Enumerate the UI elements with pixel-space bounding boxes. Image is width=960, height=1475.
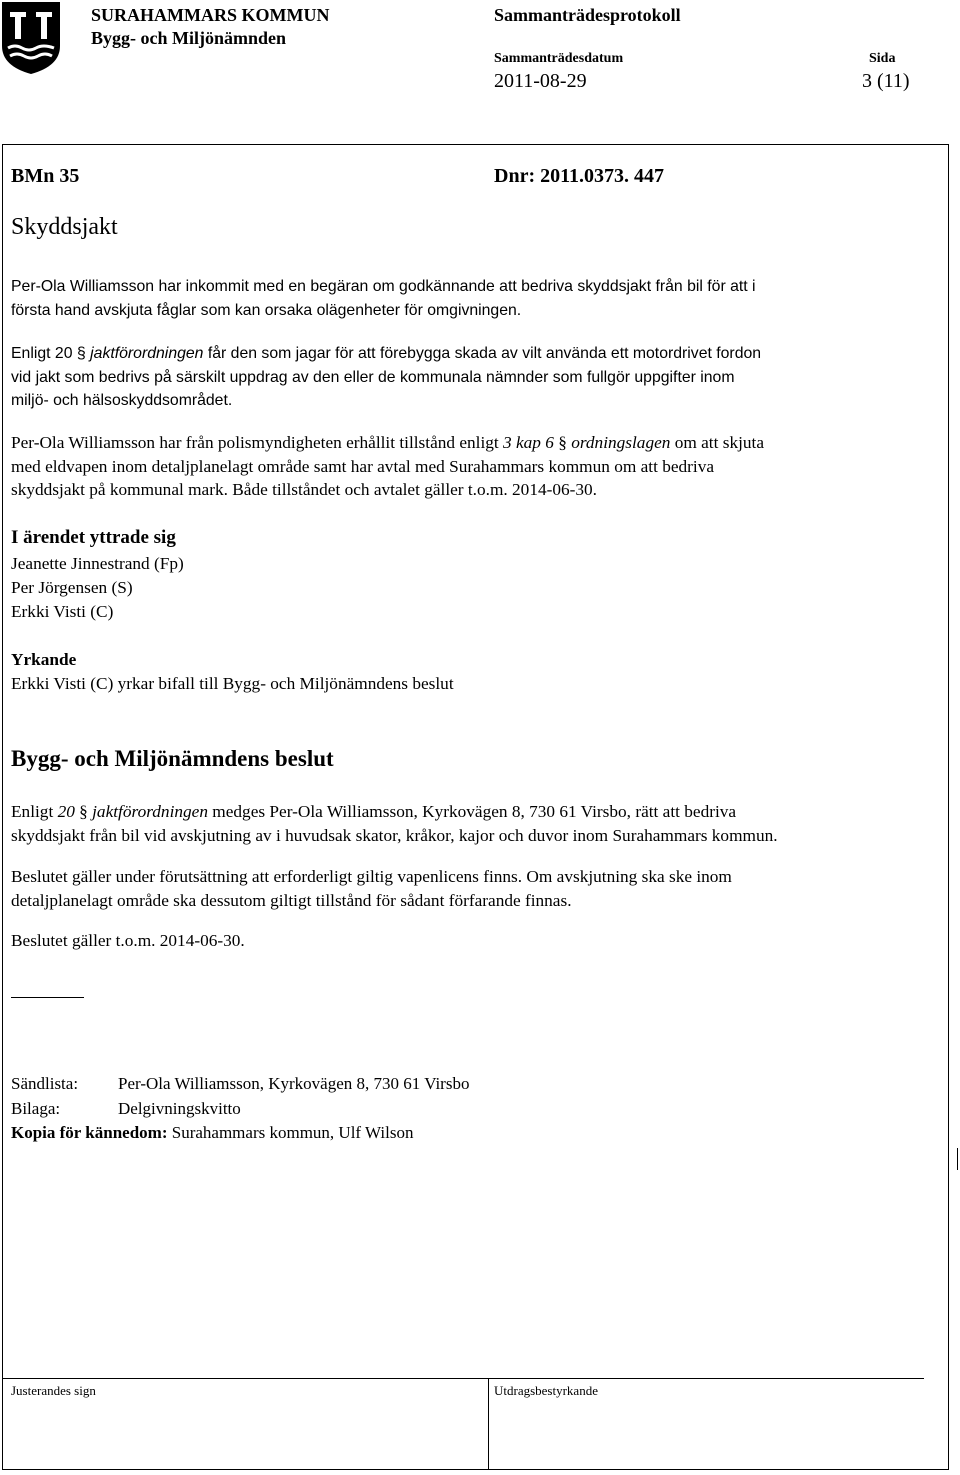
separator-line — [11, 997, 84, 998]
text-line: första hand avskjuta fåglar som kan orsaka olägenheter för omgivningen. — [11, 301, 522, 319]
section-sign: § — [79, 802, 88, 821]
text-line: Per-Ola Williamsson har inkommit med en begäran om godkännande att bedriva skyddsjakt från bil för att i — [11, 278, 756, 295]
municipal-coat-of-arms-icon — [0, 0, 62, 76]
page-label: Sida — [869, 51, 896, 66]
document-type: Sammanträdesprotokoll — [494, 5, 681, 25]
text-line: med eldvapen inom detaljplanelagt område samt har avtal med Surahammars kommun om att bedriva — [11, 456, 715, 476]
sendlist-row — [11, 1074, 469, 1094]
text-fragment: Enligt 20 — [11, 345, 77, 362]
text-line: skyddsjakt från bil vid avskjutning av i huvudsak skator, kråkor, kajor och duvor inom Surahammars kommun. — [11, 825, 778, 845]
footer-justerandes-sign: Justerandes sign — [11, 1383, 96, 1398]
speaker-item: Jeanette Jinnestrand (Fp) — [11, 554, 184, 573]
copy-label: Kopia för kännedom: — [11, 1123, 168, 1142]
case-number: BMn 35 — [11, 165, 80, 187]
speaker-item: Erkki Visti (C) — [11, 602, 114, 621]
department-name: Bygg- och Miljönämnden — [91, 28, 287, 48]
law-reference: jaktförordningen — [87, 802, 208, 821]
text-fragment: medges Per-Ola Williamsson, Kyrkovägen 8, 730 61 Virsbo, rätt att bedriva — [207, 802, 737, 821]
text-line — [11, 342, 941, 366]
text-line: vid jakt som bedrivs på särskilt uppdrag av den eller de kommunala nämnder som fullgör uppgifter inom — [11, 368, 735, 386]
attachment-value: Delgivningskvitto — [118, 1099, 241, 1118]
meeting-date: 2011-08-29 — [494, 70, 587, 92]
legal-basis-paragraph — [11, 342, 941, 413]
margin-mark — [957, 1148, 958, 1170]
text-fragment: Per-Ola Williamsson har från polismyndigheten erhållit tillstånd enligt — [11, 433, 504, 452]
text-fragment: Enligt — [11, 802, 58, 821]
sendlist-value: Per-Ola Williamsson, Kyrkovägen 8, 730 61 Virsbo — [118, 1074, 470, 1093]
law-reference: 20 — [57, 802, 80, 821]
page-number: 3 (11) — [862, 70, 910, 92]
text-fragment: får den som jagar för att förebygga skada av vilt använda ett motordrivet fordon — [203, 345, 762, 362]
motion-text: Erkki Visti (C) yrkar bifall till Bygg- och Miljönämndens beslut — [11, 674, 454, 693]
footer-utdragsbestyrkande: Utdragsbestyrkande — [494, 1383, 598, 1398]
text-line — [11, 800, 941, 824]
speaker-list — [11, 552, 941, 624]
case-dnr: Dnr: 2011.0373. 447 — [494, 165, 664, 187]
motion-heading: Yrkande — [11, 650, 77, 669]
decision-paragraph — [11, 800, 941, 847]
footer-divider-line — [2, 1378, 924, 1379]
section-sign: § — [558, 433, 567, 452]
section-sign: § — [76, 345, 86, 362]
text-line: miljö- och hälsoskyddsområdet. — [11, 392, 233, 409]
sendlist-label: Sändlista: — [11, 1074, 79, 1093]
speaker-item: Per Jörgensen (S) — [11, 578, 133, 597]
decision-heading: Bygg- och Miljönämndens beslut — [11, 746, 334, 771]
copy-row — [11, 1123, 413, 1143]
case-title: Skyddsjakt — [11, 214, 118, 240]
law-reference: jaktförordningen — [85, 345, 204, 362]
meeting-date-label: Sammanträdesdatum — [494, 51, 624, 66]
organization-name: SURAHAMMARS KOMMUN — [91, 5, 330, 25]
text-line: Beslutet gäller under förutsättning att erforderligt giltig vapenlicens finns. Om avskjutning ska ske inom — [11, 867, 732, 886]
text-line: detaljplanelagt område ska dessutom giltigt tillstånd för sådant förfarande finnas. — [11, 890, 572, 910]
intro-paragraph — [11, 275, 941, 322]
attachment-label: Bilaga: — [11, 1099, 61, 1118]
decision-validity: Beslutet gäller t.o.m. 2014-06-30. — [11, 931, 245, 950]
law-reference: 3 kap 6 — [503, 433, 559, 452]
decision-condition-paragraph — [11, 865, 941, 912]
text-fragment: om att skjuta — [670, 433, 765, 452]
text-line: skyddsjakt på kommunal mark. Både tillståndet och avtalet gäller t.o.m. 2014-06-30. — [11, 480, 597, 499]
footer-column-divider — [488, 1378, 489, 1470]
attachment-row — [11, 1099, 241, 1119]
remarks-heading: I ärendet yttrade sig — [11, 527, 176, 548]
permit-paragraph — [11, 431, 941, 502]
law-reference: ordningslagen — [566, 433, 671, 452]
text-line — [11, 431, 941, 455]
copy-value: Surahammars kommun, Ulf Wilson — [167, 1123, 414, 1142]
